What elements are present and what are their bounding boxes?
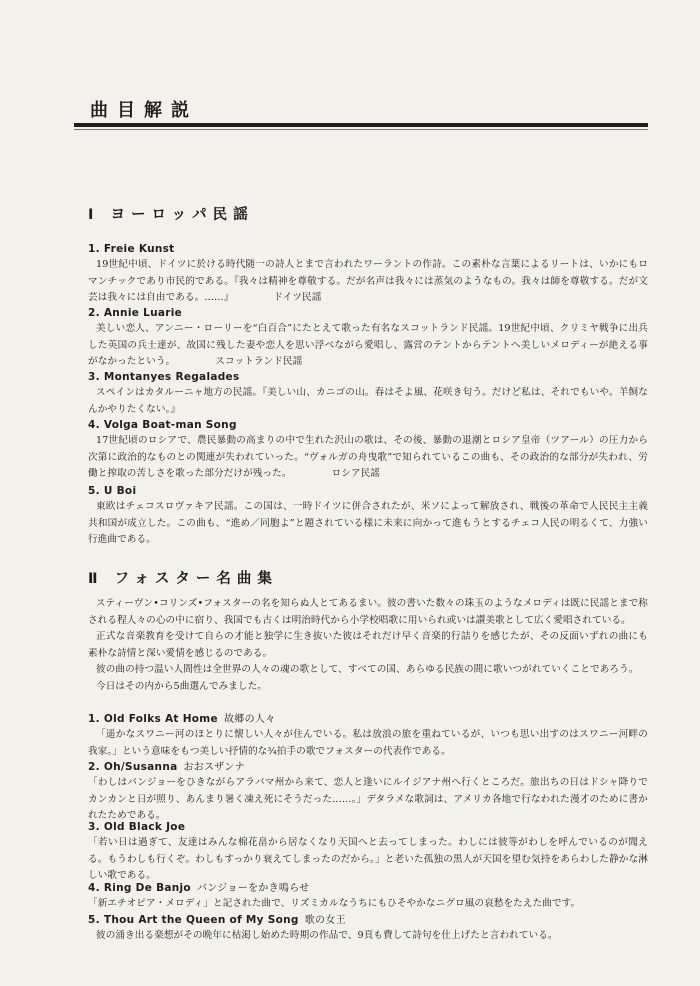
song-description: 「若い日は過ぎて、友達はみんな棉花畠から居なくなり天国へと去ってしまった。わしには彼等がわしを呼んでいるのが聞える。もうわしも行くぞ。わしもすっかり衰えてしまったのだから。」と老いた孤独の黒人が天国を望む気持をあらわした静かな淋しい歌である。 xyxy=(88,837,648,881)
song-description: 「新エチオピア・メロディ」と記された曲で、リズミカルなうちにもひそやかなニグロ風の哀愁をたえた曲です。 xyxy=(88,898,581,909)
song-item-old-folks xyxy=(88,712,648,760)
song-description: 彼の涌き出る楽想がその晩年に枯渇し始めた時期の作品で、9頁も費して詩句を仕上げたと言われている。 xyxy=(96,930,558,941)
song-title: 3. Montanyes Regalades xyxy=(88,371,240,383)
song-title: 2. Annie Luarie xyxy=(88,307,183,319)
foster-intro xyxy=(88,596,648,695)
intro-paragraph: スティーヴン•コリンズ•フォスターの名を知らぬ人とてあるまい。彼の書いた数々の珠玉のようなメロディは既に民謡とまで称される程人々の心の中に宿り、我国でも古くは明治時代から小学校唱歌に用いられ或いは讃美歌として広く愛唱されている。 xyxy=(88,598,648,626)
section-title-foster: Ⅱ フォスター名曲集 xyxy=(88,571,278,587)
song-title: 1. Old Folks At Home 故郷の人々 xyxy=(88,713,276,725)
song-item-oh-susanna xyxy=(88,760,648,825)
title-rule-thin xyxy=(74,129,648,130)
song-description: 17世紀頃のロシアで、農民暴動の高まりの中で生れた沢山の歌は、その後、暴動の退潮とロシア皇帝（ツアール）の圧力から次第に政治的なものとの関連が失われていった。“ヴォルガの舟曳歌”で知られているこの曲も、その政治的な部分が失われ、労働と搾取の苦しさを歌った部分だけが残った。 ロシア民謡 xyxy=(88,435,648,479)
song-origin: ドイツ民謡 xyxy=(273,292,322,303)
song-item-old-black-joe xyxy=(88,820,648,885)
song-item-montanyes-regalades xyxy=(88,370,648,418)
intro-paragraph: 正式な音楽教育を受けて自らの才能と独学に生き抜いた彼はそれだけ早く音楽的行詰りを感じたが、その反面いずれの曲にも素朴な詩情と深い愛情を感じるのである。 xyxy=(88,631,648,659)
song-description: 東欧はチェコスロヴァキア民謡。この国は、一時ドイツに併合されたが、米ソによって解放され、戦後の革命で人民民主主義共和国が成立した。この曲も、“進め／同胞よ”と題されている様に未来に向かって進もうとするチェコ人民の明るくて、力強い行進曲である。 xyxy=(88,501,648,545)
song-origin: スコットランド民謡 xyxy=(215,356,303,367)
song-item-freie-kunst xyxy=(88,242,648,307)
page-title: 曲目解説 xyxy=(90,100,198,121)
song-description: 「遥かなスワニー河のほとりに懐しい人々が住んでいる。私は放浪の旅を重ねているが、いつも思い出すのはスワニー河畔の我家。」という意味をもつ美しい抒情的な¾拍手の歌でフォスターの代表作である。 xyxy=(88,729,648,757)
song-item-ring-de-banjo xyxy=(88,881,648,913)
song-title: 4. Volga Boat-man Song xyxy=(88,419,237,431)
song-title: 3. Old Black Joe xyxy=(88,821,186,833)
song-description: スペインはカタルーニャ地方の民謡。『美しい山、カニゴの山。春はそよ風、花咲き匂う。だけど私は、それでもいや。羊飼なんかやりたくない。』 xyxy=(88,387,648,415)
song-origin: ロシア民謡 xyxy=(331,468,381,479)
song-description: 美しい恋人、アンニー・ローリーを“白百合”にたとえて歌った有名なスコットランド民謡。19世紀中頃、クリミヤ戦争に出兵した英国の兵士達が、故国に残した妻や恋人を思い浮べながら愛唱し、露営のテントからテントへ美しいメロディーが絶える事がなかったという。 スコットランド民謡 xyxy=(88,323,648,367)
intro-paragraph: 彼の曲の持つ温い人間性は全世界の人々の魂の歌として、すべての国、あらゆる民族の間に歌いつがれていくことであろう。 xyxy=(96,664,639,675)
song-item-volga-boatman xyxy=(88,418,648,483)
song-subtitle: バンジョーをかき鳴らせ xyxy=(196,883,310,894)
section-title-europe: Ⅰ ヨーロッパ民謡 xyxy=(88,207,254,223)
song-subtitle: おおスザンナ xyxy=(183,762,245,773)
song-item-annie-luarie xyxy=(88,306,648,371)
song-description: 「わしはバンジョーをひきながらアラバマ州から来て、恋人と逢いにルイジアナ州へ行くところだ。旅出ちの日はドシャ降りでカンカンと日が照り、あんまり暑く凍え死にそうだった……。」デタラメな歌詞は、アメリカ各地で行なわれた漫才のために書かれたためである。 xyxy=(88,777,648,821)
song-title: 4. Ring De Banjo バンジョーをかき鳴らせ xyxy=(88,882,310,894)
title-rule xyxy=(74,123,648,127)
song-title: 5. U Boi xyxy=(88,485,137,497)
song-subtitle: 歌の女王 xyxy=(304,915,346,926)
song-subtitle: 故郷の人々 xyxy=(223,714,276,725)
intro-paragraph: 今日はその内から5曲選んでみました。 xyxy=(96,680,267,692)
song-title: 1. Freie Kunst xyxy=(88,243,175,255)
song-title: 5. Thou Art the Queen of My Song 歌の女王 xyxy=(88,914,346,926)
song-description: 19世紀中頃、ドイツに於ける時代随一の詩人とまで言われたワーラントの作詩。この素朴な言葉によるリートは、いかにもロマンチックであり市民的である。『我々は精神を尊敬する。だが名声は我々には蒸気のようなもの。我々は師を尊敬する。だが文芸は我々には自由である。……』 ドイツ民謡 xyxy=(88,259,648,303)
song-item-u-boi xyxy=(88,484,648,549)
song-item-queen-of-my-song xyxy=(88,913,648,945)
song-title: 2. Oh/Susanna おおスザンナ xyxy=(88,761,245,773)
